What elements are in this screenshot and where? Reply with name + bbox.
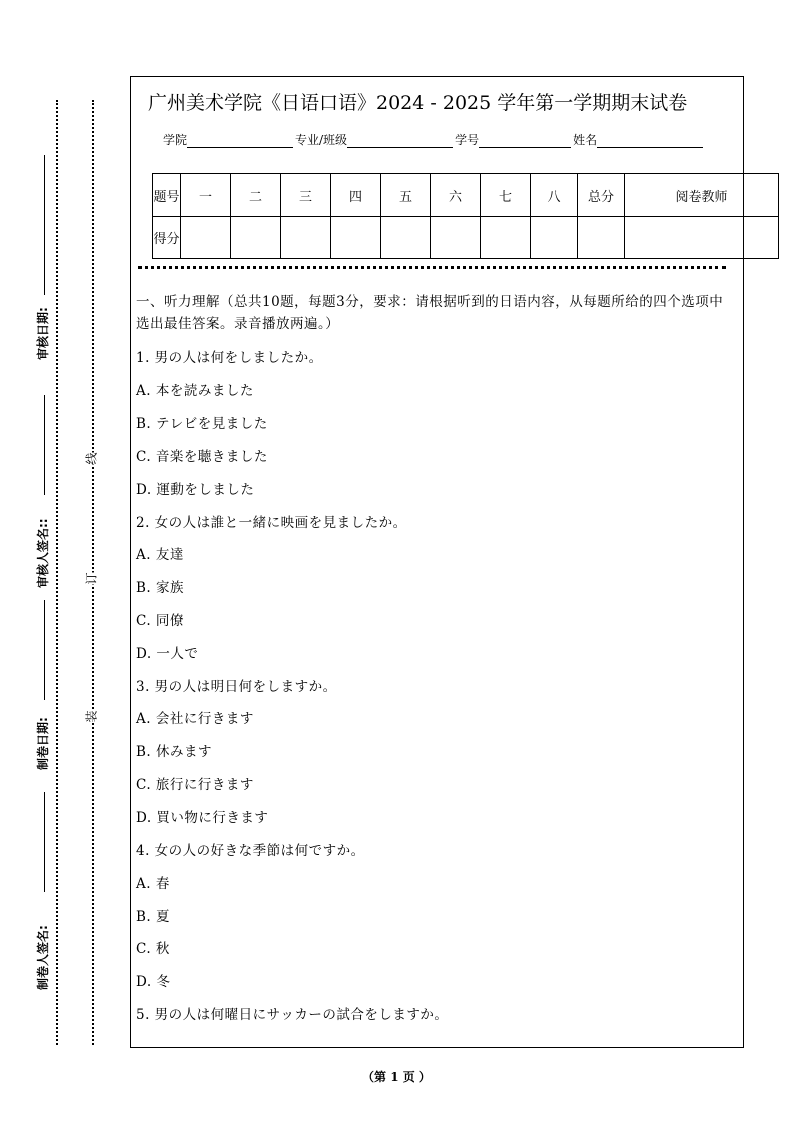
score-cell[interactable] bbox=[231, 217, 281, 259]
student-id-field[interactable] bbox=[479, 133, 571, 148]
col-header-grader: 阅卷教师 bbox=[625, 174, 779, 217]
student-id-label: 学号 bbox=[455, 133, 480, 147]
option: D. 運動をしました bbox=[136, 482, 255, 498]
option: B. 家族 bbox=[136, 580, 185, 596]
option: A. 友達 bbox=[136, 547, 184, 563]
score-cell[interactable] bbox=[381, 217, 431, 259]
page-number: （第 1 页 ） bbox=[362, 1070, 431, 1084]
col-header: 七 bbox=[481, 174, 531, 217]
row-header-score: 得分 bbox=[153, 217, 181, 259]
name-field[interactable] bbox=[597, 133, 703, 148]
question-1: 1. 男の人は何をしましたか。 bbox=[136, 350, 323, 366]
option: B. テレビを見ました bbox=[136, 416, 268, 432]
reviewer-sign-blank bbox=[44, 395, 45, 495]
made-date-blank bbox=[44, 600, 45, 700]
score-cell-total[interactable] bbox=[578, 217, 625, 259]
col-header: 四 bbox=[331, 174, 381, 217]
score-cell-grader[interactable] bbox=[625, 217, 779, 259]
option: B. 休みます bbox=[136, 744, 213, 760]
option: A. 春 bbox=[136, 876, 170, 892]
option: B. 夏 bbox=[136, 909, 171, 925]
question-4: 4. 女の人の好きな季節は何ですか。 bbox=[136, 843, 365, 859]
college-field[interactable] bbox=[187, 133, 293, 148]
exam-title: 广州美术学院《日语口语》2024 - 2025 学年第一学期期末试卷 bbox=[148, 92, 688, 114]
major-field[interactable] bbox=[347, 133, 453, 148]
line-char: 线 bbox=[84, 452, 99, 465]
option: A. 会社に行きます bbox=[136, 711, 254, 727]
maker-sign-blank bbox=[44, 792, 45, 892]
option: D. 一人で bbox=[136, 646, 199, 662]
option: D. 買い物に行きます bbox=[136, 810, 269, 826]
question-5: 5. 男の人は何曜日にサッカーの試合をしますか。 bbox=[136, 1007, 449, 1023]
dotted-separator bbox=[138, 266, 726, 269]
score-cell[interactable] bbox=[181, 217, 231, 259]
binding-dotted-line-outer bbox=[56, 100, 58, 1045]
made-date-label: 制卷日期: bbox=[36, 717, 50, 770]
review-date-blank bbox=[44, 155, 45, 295]
col-header: 八 bbox=[531, 174, 578, 217]
college-label: 学院 bbox=[163, 133, 188, 147]
col-header: 三 bbox=[281, 174, 331, 217]
question-3: 3. 男の人は明日何をしますか。 bbox=[136, 679, 337, 695]
question-2: 2. 女の人は誰と一緒に映画を見ましたか。 bbox=[136, 515, 407, 531]
option: C. 同僚 bbox=[136, 613, 184, 629]
col-header: 一 bbox=[181, 174, 231, 217]
col-header: 二 bbox=[231, 174, 281, 217]
row-header-question-number: 题号 bbox=[153, 174, 181, 217]
option: A. 本を読みました bbox=[136, 383, 254, 399]
col-header: 五 bbox=[381, 174, 431, 217]
review-date-label: 审核日期: bbox=[36, 307, 50, 360]
section-1-instructions: 一、听力理解（总共10题，每题3分，要求：请根据听到的日语内容，从每题所给的四个选项中选出最佳答案。录音播放两遍。） bbox=[136, 294, 724, 332]
score-cell[interactable] bbox=[531, 217, 578, 259]
student-info-row bbox=[163, 131, 705, 148]
bind-char: 订 bbox=[84, 572, 99, 585]
score-table bbox=[152, 173, 779, 259]
score-cell[interactable] bbox=[281, 217, 331, 259]
reviewer-sign-label: 审核人签名:: bbox=[36, 518, 50, 588]
option: C. 旅行に行きます bbox=[136, 777, 254, 793]
option: D. 冬 bbox=[136, 974, 171, 990]
option: C. 秋 bbox=[136, 941, 170, 957]
maker-sign-label: 制卷人签名: bbox=[36, 925, 50, 990]
name-label: 姓名 bbox=[573, 133, 598, 147]
option: C. 音楽を聴きました bbox=[136, 449, 268, 465]
score-cell[interactable] bbox=[431, 217, 481, 259]
col-header-total: 总分 bbox=[578, 174, 625, 217]
score-cell[interactable] bbox=[331, 217, 381, 259]
col-header: 六 bbox=[431, 174, 481, 217]
fold-char: 装 bbox=[84, 710, 99, 723]
major-label: 专业/班级 bbox=[295, 133, 348, 147]
score-cell[interactable] bbox=[481, 217, 531, 259]
